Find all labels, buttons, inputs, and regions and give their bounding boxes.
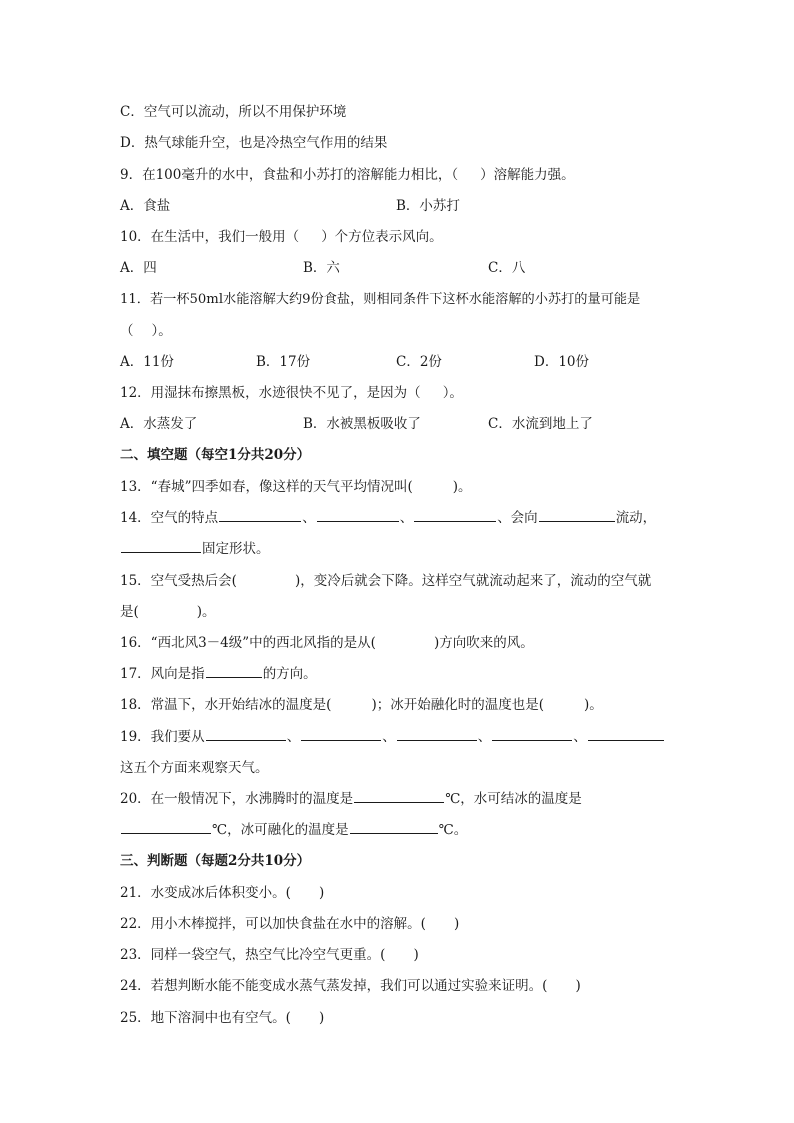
q19-blank-5[interactable] [588,726,664,741]
q14-line1: 14．空气的特点 、 、 、会向 流动， [120,507,680,529]
q14-blank-3[interactable] [414,507,496,522]
q19-line1: 19．我们要从 、 、 、 、 [120,726,680,748]
q8-option-d: D．热气球能升空，也是冷热空气作用的结果 [120,135,388,151]
q9-options [120,195,680,217]
q19-blank-3[interactable] [397,726,477,741]
q9-option-a: A．食盐 [120,198,171,214]
q12-options [120,413,680,435]
q22: 22．用小木棒搅拌，可以加快食盐在水中的溶解。( ) [120,916,460,932]
q9-option-b: B．小苏打 [396,198,460,214]
q17: 17．风向是指 的方向。 [120,663,680,685]
q15-line2: 是( )。 [120,604,216,620]
q12-option-b: B．水被黑板吸收了 [303,416,421,432]
q10-stem: 10．在生活中，我们一般用（ ）个方位表示风向。 [120,229,443,245]
q15-line1: 15．空气受热后会( )，变冷后就会下降。这样空气就流动起来了，流动的空气就 [120,573,652,589]
q19-blank-2[interactable] [301,726,381,741]
q10-option-a: A．四 [120,260,157,276]
q12-stem: 12．用湿抹布擦黑板，水迹很快不见了，是因为（ ）。 [120,385,463,401]
q14-blank-1[interactable] [219,507,301,522]
q11-stem-cont: （ ）。 [120,323,172,339]
q11-options [120,351,680,373]
q20-line2: ℃，冰可融化的温度是 ℃。 [120,819,680,841]
q19-blank-1[interactable] [206,726,286,741]
q11-option-b: B．17份 [256,354,311,370]
q16: 16．“西北风3－4级”中的西北风指的是从( )方向吹来的风。 [120,635,534,651]
q11-stem: 11．若一杯50ml水能溶解大约9份食盐，则相同条件下这杯水能溶解的小苏打的量可能是 [120,292,641,307]
q20-line1: 20．在一般情况下，水沸腾时的温度是 ℃，水可结冰的温度是 [120,788,680,810]
q10-option-b: B．六 [303,260,340,276]
q11-option-d: D．10份 [534,354,590,370]
q10-options [120,257,680,279]
q19-line2: 这五个方面来观察天气。 [120,760,269,776]
section-fill-blank-heading: 二、填空题（每空1分共20分） [120,447,311,463]
q14-line2: 固定形状。 [120,538,680,560]
q20-blank-2[interactable] [121,819,211,834]
q8-option-c: C．空气可以流动，所以不用保护环境 [120,104,347,120]
q18: 18．常温下，水开始结冰的温度是( )；冰开始融化时的温度也是( )。 [120,697,603,713]
q24: 24．若想判断水能不能变成水蒸气蒸发掉，我们可以通过实验来证明。( ) [120,978,581,994]
q10-option-c: C．八 [488,260,526,276]
q12-option-a: A．水蒸发了 [120,416,198,432]
q13: 13．“春城”四季如春，像这样的天气平均情况叫( )。 [120,479,472,495]
q23: 23．同样一袋空气，热空气比冷空气更重。( ) [120,947,419,963]
q19-blank-4[interactable] [492,726,572,741]
section-true-false-heading: 三、判断题（每题2分共10分） [120,853,311,869]
q20-blank-3[interactable] [350,819,438,834]
q21: 21．水变成冰后体积变小。( ) [120,885,325,901]
q11-option-a: A．11份 [120,354,174,370]
q9-stem: 9．在100毫升的水中，食盐和小苏打的溶解能力相比，（ ）溶解能力强。 [120,167,575,183]
q12-option-c: C．水流到地上了 [488,416,593,432]
q14-blank-5[interactable] [121,538,201,553]
q17-blank[interactable] [206,663,262,678]
q14-blank-2[interactable] [317,507,399,522]
q14-blank-4[interactable] [539,507,615,522]
q25: 25．地下溶洞中也有空气。( ) [120,1010,325,1026]
q11-option-c: C．2份 [396,354,442,370]
q20-blank-1[interactable] [354,788,444,803]
